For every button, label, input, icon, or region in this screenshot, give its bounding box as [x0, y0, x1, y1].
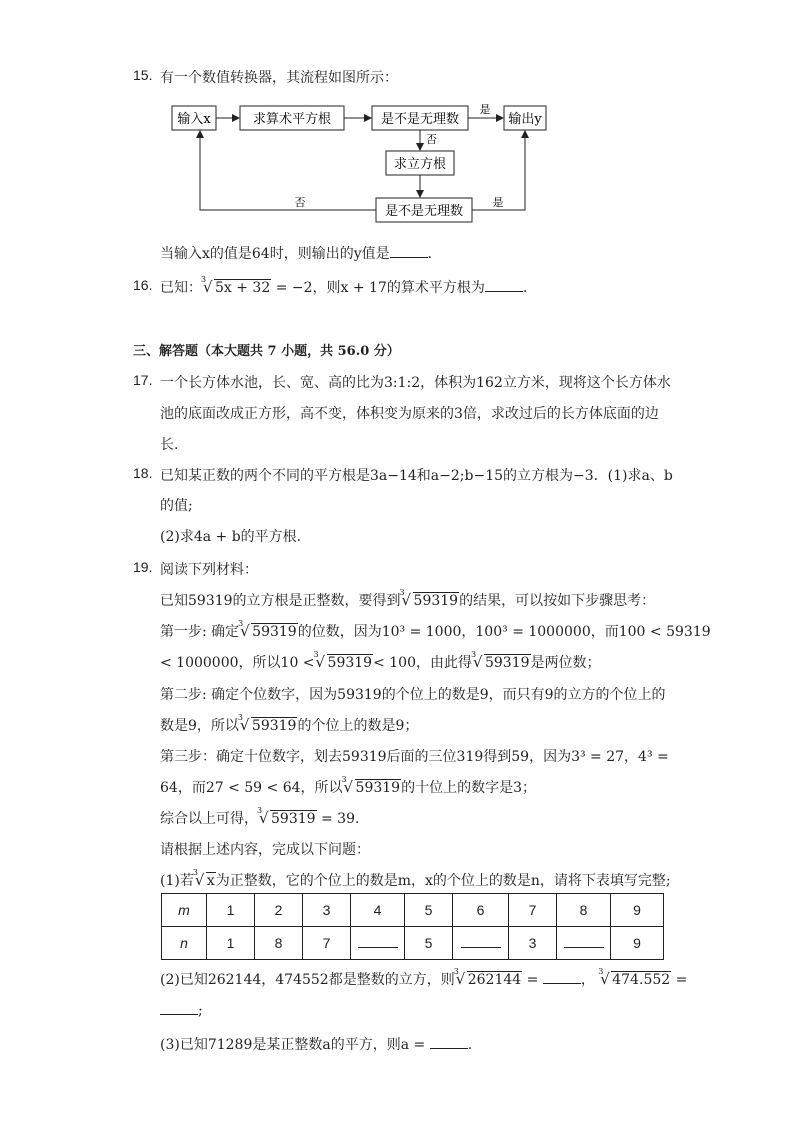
flow-no-label-2: 否	[294, 196, 306, 209]
q15-answer-blank[interactable]	[390, 245, 428, 258]
q19-l2-text-a: 第一步: 确定	[160, 624, 240, 640]
table-answer-blank[interactable]	[453, 927, 509, 960]
q19-l7-text-b: 的十位上的数字是3；	[401, 780, 536, 796]
q16-number: 16.	[133, 277, 153, 293]
q19-p1-cube-root: √ 3 x	[195, 873, 216, 889]
q16-mid: = −2，则	[275, 280, 341, 296]
q19-number: 19.	[133, 559, 153, 575]
q19-digit-table	[161, 893, 664, 960]
q18-line-2: 的值;	[160, 498, 193, 514]
q19-p2-eq-2: =	[675, 972, 688, 988]
table-cell: n	[162, 927, 207, 960]
table-cell: 9	[611, 927, 664, 960]
q15-number: 15.	[133, 67, 153, 83]
q18-number: 18.	[133, 465, 153, 481]
q19-cube-root: √ 3 59319	[344, 780, 402, 796]
q16-radicand: 5x + 32	[215, 280, 271, 296]
q19-p2-eq-1: =	[526, 972, 539, 988]
table-cell: 8	[255, 927, 303, 960]
table-answer-blank[interactable]	[351, 927, 405, 960]
q19-p2-answer-blank-2[interactable]	[160, 1002, 198, 1015]
q19-p3-text-a: (3)已知71289是某正整数a的平方，则a =	[160, 1037, 426, 1053]
q19-line-3	[160, 652, 601, 672]
q19-radicand: 59319	[484, 655, 530, 671]
q19-p2-cube-root-1: √ 3 262144	[456, 972, 522, 988]
q19-p1-text-b: 为正整数，它的个位上的数是m，x的个位上的数是n，请将下表填写完整;	[215, 873, 671, 889]
q17-line-1: 一个长方体水池，长、宽、高的比为3:1:2，体积为162立方米，现将这个长方体水	[160, 375, 671, 391]
q19-line-7	[160, 777, 536, 797]
table-cell: 8	[557, 894, 611, 927]
q19-part1	[160, 870, 671, 890]
q19-l8-text-b: = 39．	[321, 811, 369, 827]
q19-cube-root: √ 3 59319	[316, 655, 374, 671]
q16-line	[160, 277, 527, 297]
q19-l3-text-c: 是两位数；	[530, 655, 601, 671]
q19-line-9: 请根据上述内容，完成以下问题：	[160, 842, 370, 858]
q19-line-5	[160, 715, 418, 735]
q19-radicand: 59319	[252, 624, 297, 640]
q19-p3-end: .	[467, 1037, 473, 1053]
q15-question: 当输入x的值是64时，则输出的y值是	[160, 246, 390, 262]
q19-line-6: 第三步：确定十位数字，划去59319后面的三位319得到59，因为3³ = 27，4³ =	[160, 749, 669, 765]
q19-part2	[160, 969, 687, 989]
q15-end: .	[427, 246, 433, 262]
q19-cube-root: √ 3 59319	[259, 811, 317, 827]
q16-post: x + 17的算术平方根为	[340, 280, 485, 296]
q19-p2-text-a: (2)已知262144，474552都是整数的立方，则	[160, 972, 455, 988]
flow-yes-label-1: 是	[479, 103, 491, 116]
q19-l2-text-b: 的位数，因为10³ = 1000，100³ = 1000000，而100 < 59319	[297, 624, 711, 640]
q19-title: 阅读下列材料：	[160, 562, 258, 578]
flowchart	[160, 96, 560, 226]
q17-line-3: 长.	[160, 437, 179, 453]
q19-radicand: 59319	[271, 811, 316, 827]
table-row-n	[162, 927, 664, 960]
q19-cube-root: √ 3 59319	[240, 718, 298, 734]
q19-p1-text-a: (1)若	[160, 873, 194, 889]
table-cell: 4	[351, 894, 405, 927]
q19-l5-text-a: 数是9，所以	[160, 718, 239, 734]
q19-l8-text-a: 综合以上可得，	[160, 811, 258, 827]
table-cell: 9	[611, 894, 664, 927]
q19-l3-text-b: < 100，由此得	[373, 655, 472, 671]
flow-sqrt-label: 求算术平方根	[252, 112, 332, 127]
q19-line-1	[160, 590, 655, 610]
table-row-m	[162, 894, 664, 927]
q16-answer-blank[interactable]	[485, 279, 523, 292]
table-cell: 3	[303, 894, 351, 927]
q17-line-2: 池的底面改成正方形，高不变，体积变为原来的3倍，求改过后的长方体底面的边	[160, 406, 659, 422]
q19-l3-text-a: < 1000000，所以10 <	[160, 655, 315, 671]
table-cell: 5	[405, 894, 453, 927]
q19-radicand: 59319	[251, 718, 297, 734]
q19-line-4: 第二步: 确定个位数字，因为59319的个位上的数是9，而只有9的立方的个位上的	[160, 687, 666, 703]
flow-no-label-1: 否	[426, 133, 437, 146]
q19-p2-radicand-2: 474.552	[612, 972, 671, 988]
q16-cube-root: √ 3 5x + 32	[203, 280, 271, 296]
q19-p1-radicand: x	[206, 873, 215, 889]
q19-p2-radicand-1: 262144	[467, 972, 522, 988]
table-cell: 7	[509, 894, 557, 927]
q19-line-8	[160, 808, 369, 828]
q19-line-2	[160, 621, 711, 641]
flow-irr2-label: 是不是无理数	[384, 204, 464, 219]
table-cell: 6	[453, 894, 509, 927]
q19-p3-answer-blank[interactable]	[430, 1036, 468, 1049]
q18-line-3: (2)求4a + b的平方根．	[160, 529, 311, 545]
table-cell: 1	[207, 894, 255, 927]
q19-p2-sep: ，	[580, 972, 595, 988]
q19-l1-text-b: 的结果，可以按如下步骤思考：	[459, 593, 656, 609]
q15-question-line	[160, 243, 432, 263]
q19-radicand: 59319	[413, 593, 459, 609]
flow-cbrt-label: 求立方根	[393, 157, 447, 172]
table-cell: m	[162, 894, 207, 927]
q16-pre: 已知：	[160, 280, 202, 296]
flow-output-label: 输出y	[508, 112, 542, 127]
q19-p2-end: ;	[198, 1003, 203, 1019]
q19-cube-root: √ 3 59319	[402, 593, 460, 609]
flow-yes-label-2: 是	[492, 196, 504, 209]
table-cell: 2	[255, 894, 303, 927]
q19-p2-answer-blank-1[interactable]	[543, 971, 581, 984]
q19-radicand: 59319	[355, 780, 401, 796]
q18-line-1: 已知某正数的两个不同的平方根是3a−14和a−2;b−15的立方根为−3．(1)求a、b	[160, 468, 673, 484]
section-heading: 三、解答题（本大题共 7 小题，共 56.0 分）	[133, 344, 400, 359]
q19-cube-root: √ 3 59319	[240, 624, 298, 640]
q19-l7-text-a: 64，而27 < 59 < 64，所以	[160, 780, 343, 796]
q16-end: .	[522, 280, 528, 296]
table-cell: 5	[405, 927, 453, 960]
flow-irr1-label: 是不是无理数	[380, 112, 460, 127]
table-cell: 7	[303, 927, 351, 960]
q19-part2-cont	[160, 1002, 203, 1019]
q19-l5-text-b: 的个位上的数是9；	[297, 718, 419, 734]
q19-l1-text-a: 已知59319的立方根是正整数，要得到	[160, 593, 401, 609]
flow-input-label: 输入x	[177, 112, 211, 127]
q19-cube-root: √ 3 59319	[473, 655, 531, 671]
table-cell: 1	[207, 927, 255, 960]
q19-p2-cube-root-2: √ 3 474.552	[600, 972, 671, 988]
q17-number: 17.	[133, 372, 153, 388]
table-cell: 3	[509, 927, 557, 960]
q19-part3	[160, 1034, 472, 1054]
table-answer-blank[interactable]	[557, 927, 611, 960]
q15-stem: 有一个数值转换器，其流程如图所示：	[160, 70, 398, 86]
q19-radicand: 59319	[327, 655, 373, 671]
